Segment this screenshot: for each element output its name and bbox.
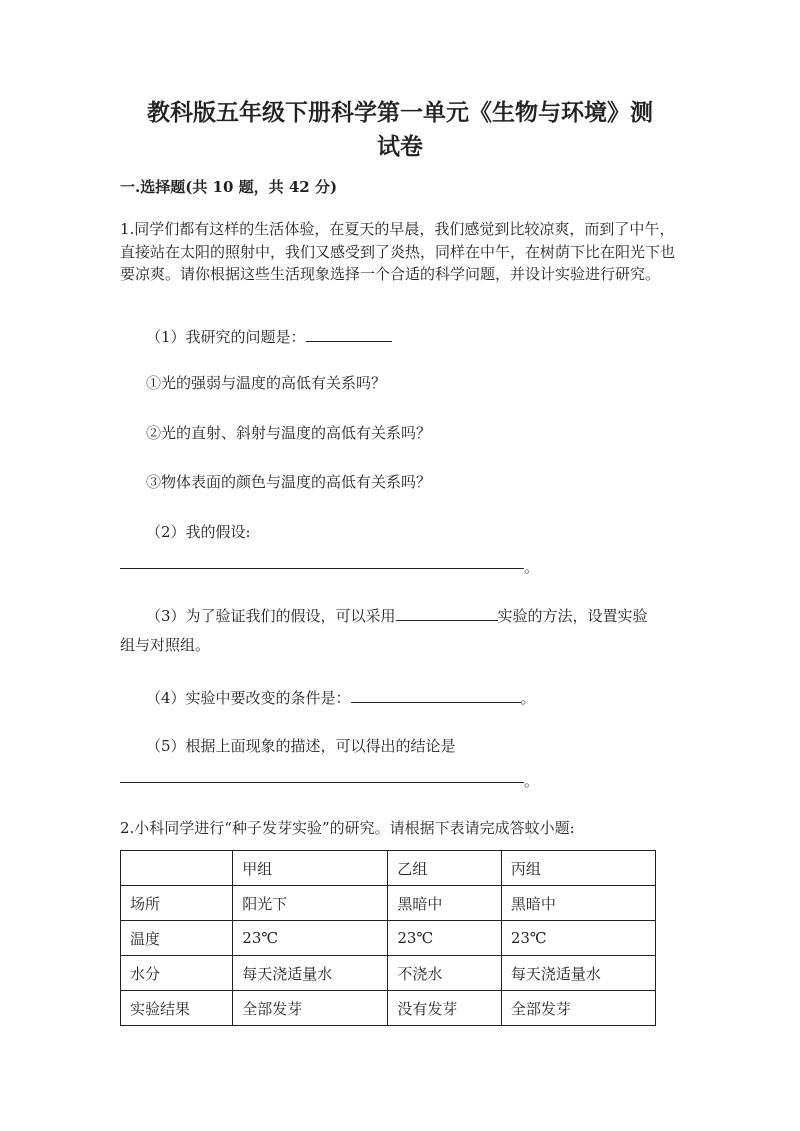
table-cell: 黑暗中 <box>388 886 501 921</box>
table-cell: 全部发芽 <box>233 991 388 1026</box>
table-row <box>121 921 656 956</box>
answer-blank-3[interactable] <box>396 604 498 621</box>
part-3-label: （3）为了验证我们的假设，可以采用 <box>146 607 396 625</box>
table-cell: 温度 <box>121 921 233 956</box>
section-heading: 一.选择题(共 10 题，共 42 分) <box>120 178 338 196</box>
table-cell: 每天浇适量水 <box>233 956 388 991</box>
table-header-row <box>121 851 656 886</box>
answer-blank-4[interactable] <box>351 686 521 703</box>
option-2: ②光的直射、斜射与温度的高低有关系吗？ <box>146 424 432 442</box>
option-1: ①光的强弱与温度的高低有关系吗？ <box>146 374 387 392</box>
table-cell: 每天浇适量水 <box>501 956 655 991</box>
question-1-stem: 1.同学们都有这样的生活体验，在夏天的早晨，我们感觉到比较凉爽，而到了中午，直接站在太阳的照射中，我们又感受到了炎热，同样在中午，在树荫下比在阳光下也要凉爽。请你根据这些生活现象选择一个合适的科学问题，并设计实验进行研究。 <box>120 220 676 283</box>
table-cell: 实验结果 <box>121 991 233 1026</box>
period-mark: 。 <box>524 772 540 790</box>
table-row <box>121 956 656 991</box>
seed-germination-table <box>120 850 656 1026</box>
question-1-part-4 <box>146 686 536 709</box>
question-1-part-2: （2）我的假设: <box>146 523 251 541</box>
question-1-part-3-wrap: 组与对照组。 <box>120 636 211 654</box>
table-cell: 没有发芽 <box>388 991 501 1026</box>
question-1-part-1 <box>146 325 392 348</box>
table-cell: 水分 <box>121 956 233 991</box>
table-cell: 全部发芽 <box>501 991 655 1026</box>
part-4-label: （4）实验中要改变的条件是： <box>146 689 351 707</box>
period-mark: 。 <box>524 558 540 576</box>
table-cell: 甲组 <box>233 851 388 886</box>
question-1-part-5: （5）根据上面现象的描述，可以得出的结论是 <box>146 737 456 755</box>
option-3: ③物体表面的颜色与温度的高低有关系吗？ <box>146 473 432 491</box>
table-cell: 阳光下 <box>233 886 388 921</box>
answer-line-5[interactable] <box>120 782 524 783</box>
table-cell: 丙组 <box>501 851 655 886</box>
table-cell: 23℃ <box>233 921 388 956</box>
table-cell: 不浇水 <box>388 956 501 991</box>
part-3-label-cont: 实验的方法，设置实验 <box>497 607 648 625</box>
table-row <box>121 991 656 1026</box>
part-1-label: （1）我研究的问题是： <box>146 328 306 346</box>
table-cell: 场所 <box>121 886 233 921</box>
table-row <box>121 886 656 921</box>
table-cell <box>121 851 233 886</box>
table-cell: 乙组 <box>388 851 501 886</box>
period-mark: 。 <box>520 689 536 707</box>
answer-line-2[interactable] <box>120 568 524 569</box>
question-2-stem: 2.小科同学进行“种子发芽实验”的研究。请根据下表请完成答蚊小题: <box>120 819 575 837</box>
table-cell: 黑暗中 <box>501 886 655 921</box>
answer-blank-1[interactable] <box>306 325 392 342</box>
question-1-part-3 <box>146 604 648 627</box>
page-title-line-2: 试卷 <box>377 133 423 160</box>
table-cell: 23℃ <box>501 921 655 956</box>
page-title-line-1: 教科版五年级下册科学第一单元《生物与环境》测 <box>147 99 653 126</box>
table-cell: 23℃ <box>388 921 501 956</box>
